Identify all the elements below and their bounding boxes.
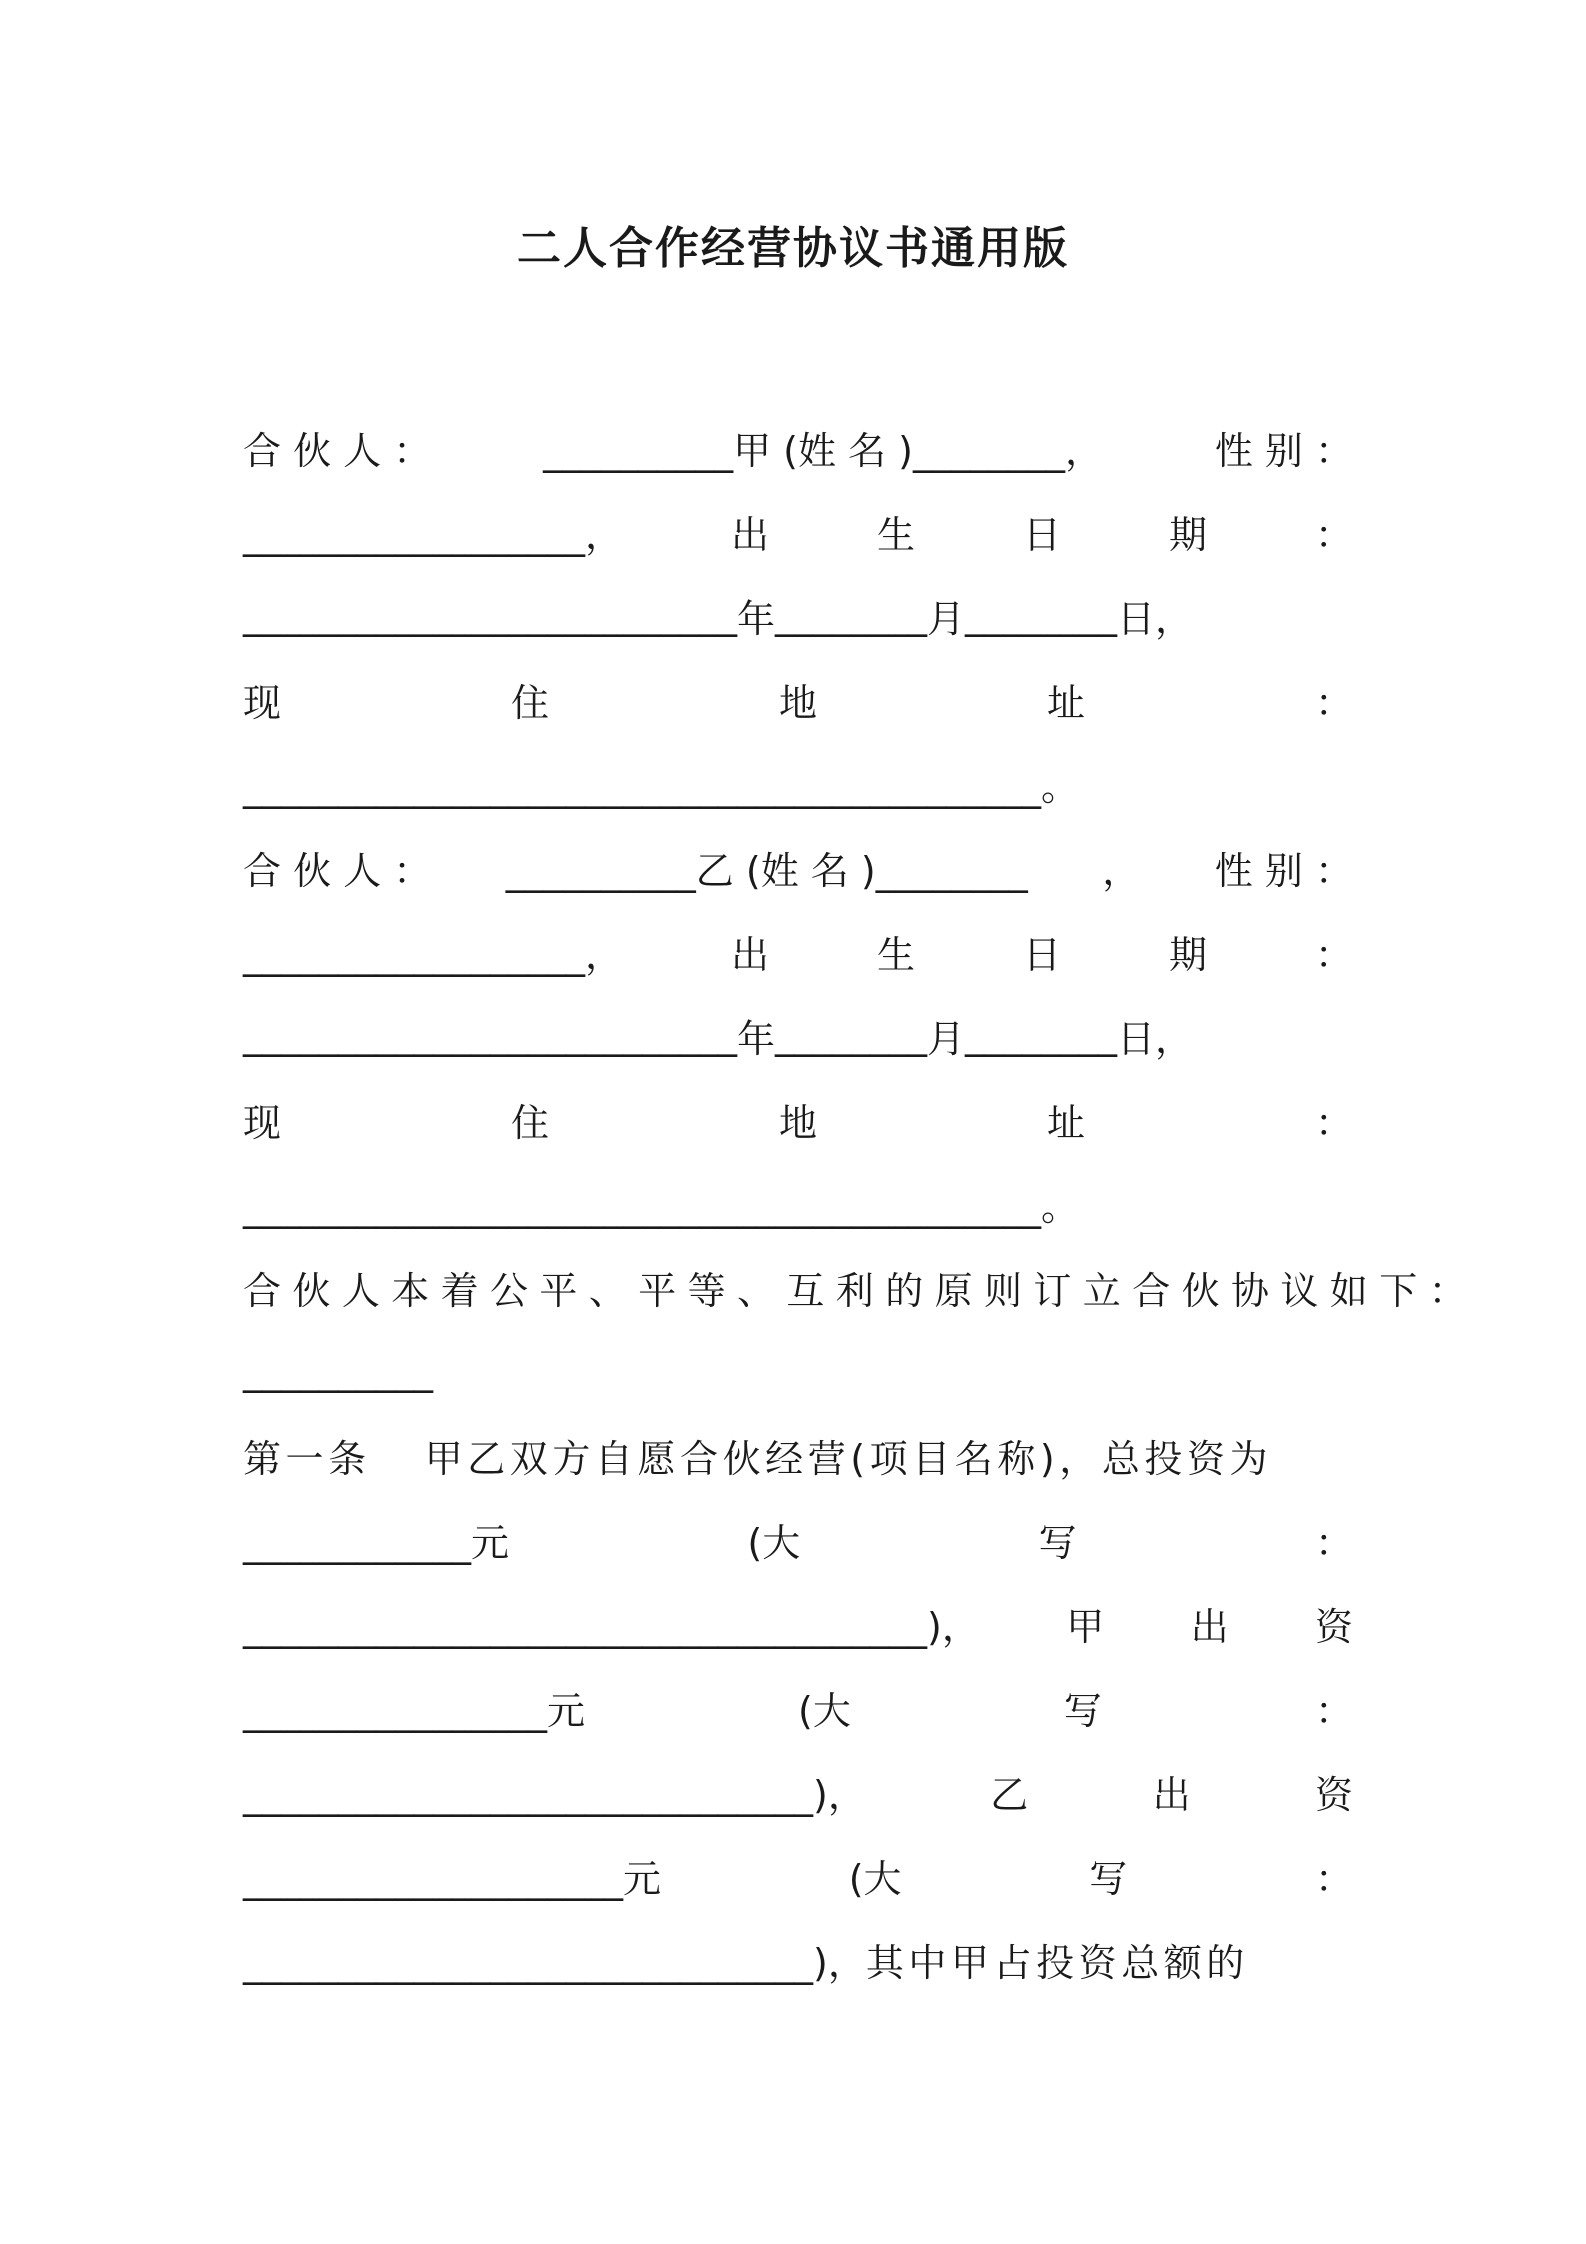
yi-amount-line [243, 1833, 1353, 1917]
name-blank: __________ [505, 848, 696, 893]
intro-text: 合伙人本着公平、平等、互利的原则订立合伙协议如下： [243, 1268, 1479, 1313]
colon: ： [1314, 1520, 1353, 1565]
yi-blank: ____________________ [243, 1856, 623, 1901]
month-label: 月 [927, 1016, 966, 1061]
partner-b-address-blank-line [243, 1161, 1353, 1245]
gender-label: 性 别 ： [1214, 848, 1353, 893]
daxie-open: (大 [798, 1688, 851, 1733]
year-blank: __________________________ [243, 1013, 737, 1057]
address-char: 现 [243, 1100, 282, 1145]
yuan-label: 元 [471, 1520, 510, 1565]
address-char: ： [1314, 680, 1353, 725]
address-blank: __________________________________________。 [243, 1184, 1080, 1229]
partner-label: 合 伙 人 ： [243, 848, 432, 893]
intro-blank-line [243, 1329, 1353, 1413]
name-marker: 乙 (姓 名 ) [695, 848, 876, 893]
jia-char: 资 [1314, 1604, 1353, 1649]
dob-char: 日 [1022, 512, 1061, 557]
dob-char: 出 [730, 512, 769, 557]
dob-char: 期 [1168, 512, 1207, 557]
partner-name-field [506, 840, 1028, 895]
partner-name-field [543, 420, 1103, 475]
partner-a-dob-line [243, 489, 1353, 573]
jia-amount-line [243, 1665, 1353, 1749]
partner-b-address-label-line [243, 1077, 1353, 1161]
day-blank: ________ [965, 593, 1118, 637]
daxie-open: (大 [747, 1520, 801, 1565]
colon: ： [1314, 1688, 1353, 1733]
dob-char: ： [1314, 512, 1353, 557]
article-1-heading-line [243, 1413, 1353, 1497]
day-label: 日， [1117, 596, 1194, 641]
year-label: 年 [737, 596, 776, 641]
address-char: 现 [243, 680, 282, 725]
comma: ， [1102, 848, 1141, 893]
dob-char: 日 [1022, 932, 1061, 977]
address-char: 地 [778, 680, 817, 725]
address-char: 住 [510, 680, 549, 725]
xie-char: 写 [1038, 1520, 1077, 1565]
partner-a-name-line [243, 405, 1353, 489]
day-blank: ________ [965, 1013, 1118, 1057]
article-heading: 第一条 [243, 1436, 371, 1481]
dob-char: 生 [876, 512, 915, 557]
total-amount-field [243, 1512, 509, 1567]
total-amount-line [243, 1497, 1353, 1581]
name-trailing-blank: ________， [912, 428, 1103, 473]
jia-daxie-blank: ______________________________)， [243, 1772, 866, 1817]
address-char: 住 [510, 1100, 549, 1145]
gender-blank: __________________， [243, 512, 624, 557]
yi-char: 出 [1152, 1772, 1191, 1817]
year-blank: __________________________ [243, 593, 737, 637]
jia-char: 甲 [1066, 1604, 1105, 1649]
gender-blank: __________________， [243, 932, 624, 977]
address-char: 地 [778, 1100, 817, 1145]
jia-amount-field [243, 1680, 585, 1735]
yi-char: 乙 [990, 1772, 1029, 1817]
partner-a-address-label-line [243, 657, 1353, 741]
name-blank: __________ [543, 428, 734, 473]
dob-char: 期 [1168, 932, 1207, 977]
dob-char: 生 [876, 932, 915, 977]
address-char: ： [1314, 1100, 1353, 1145]
partner-b-dob-line [243, 909, 1353, 993]
name-trailing-blank: ________ [875, 848, 1028, 893]
article-text: 甲乙双方自愿合伙经营(项目名称)，总投资为 [424, 1436, 1273, 1481]
intro-blank: __________ [243, 1349, 433, 1393]
address-char: 址 [1046, 680, 1085, 725]
address-char: 址 [1046, 1100, 1085, 1145]
jia-char: 出 [1190, 1604, 1229, 1649]
gender-label: 性 别 ： [1214, 428, 1353, 473]
yuan-label: 元 [547, 1688, 586, 1733]
month-blank: ________ [775, 1013, 928, 1057]
document-body [243, 405, 1479, 2001]
yi-amount-field [243, 1848, 661, 1903]
yuan-label: 元 [623, 1856, 662, 1901]
jia-blank: ________________ [243, 1688, 547, 1733]
partner-a-date-line [243, 573, 1353, 657]
address-blank: __________________________________________。 [243, 764, 1080, 809]
intro-line [243, 1245, 1479, 1329]
yi-char: 资 [1314, 1772, 1353, 1817]
partner-a-address-blank-line [243, 741, 1353, 825]
year-label: 年 [737, 1016, 776, 1061]
yi-daxie-blank: ______________________________)， [243, 1940, 866, 1985]
dob-char: 出 [730, 932, 769, 977]
day-label: 日， [1117, 1016, 1194, 1061]
partner-b-name-line [243, 825, 1353, 909]
tail-text: 其中甲占投资总额的 [865, 1940, 1249, 1985]
total-blank: ____________ [243, 1520, 471, 1565]
partner-label: 合 伙 人 ： [243, 428, 432, 473]
yi-daxie-line [243, 1917, 1353, 2001]
total-daxie-blank: ____________________________________)， [243, 1604, 980, 1649]
month-label: 月 [927, 596, 966, 641]
document-title: 二人合作经营协议书通用版 [517, 223, 1069, 274]
dob-char: ： [1314, 932, 1353, 977]
partner-b-date-line [243, 993, 1353, 1077]
colon: ： [1314, 1856, 1353, 1901]
daxie-open: (大 [848, 1856, 902, 1901]
month-blank: ________ [775, 593, 928, 637]
xie-char: 写 [1063, 1688, 1102, 1733]
total-daxie-line [243, 1581, 1353, 1665]
jia-daxie-line [243, 1749, 1353, 1833]
xie-char: 写 [1089, 1856, 1128, 1901]
name-marker: 甲 (姓 名 ) [733, 428, 913, 473]
